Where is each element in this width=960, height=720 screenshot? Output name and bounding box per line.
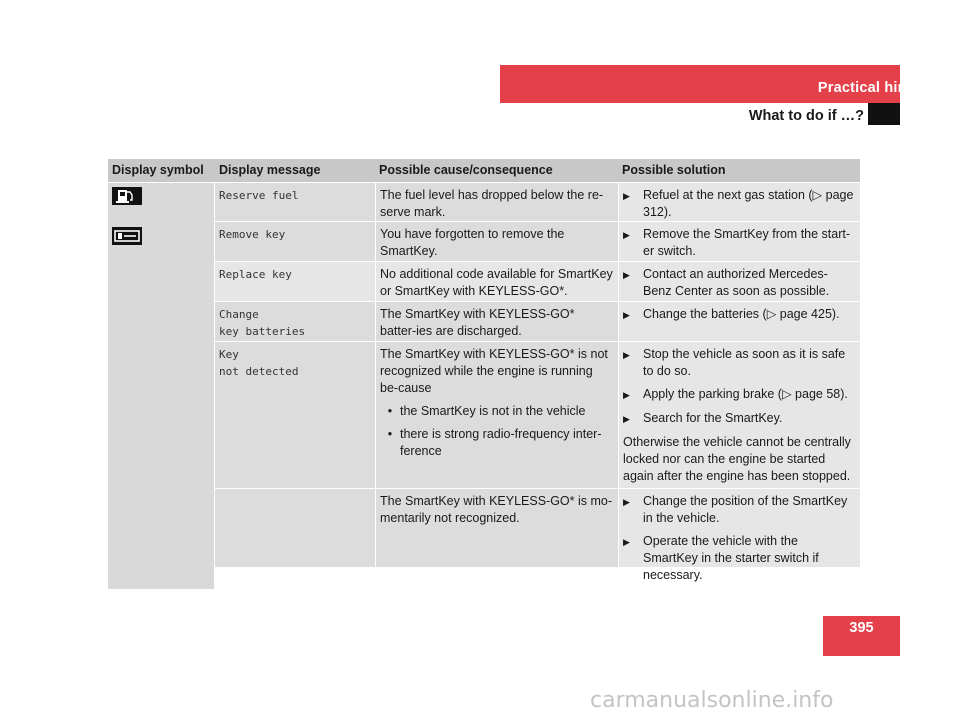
header-possible-solution: Possible solution bbox=[622, 163, 726, 177]
solution-note: Otherwise the vehicle cannot be centrally locked nor can the engine be started again after the engine has been stopped. bbox=[623, 435, 851, 483]
table-body bbox=[108, 183, 860, 589]
message-cell: Reserve fuel bbox=[215, 183, 375, 221]
symbol-column bbox=[108, 183, 214, 589]
message-cell: Replace key bbox=[215, 262, 375, 301]
section-title: Practical hints bbox=[817, 80, 920, 96]
solution-step: ▶ Change the position of the SmartKey in the vehicle. bbox=[623, 494, 848, 525]
fuel-pump-icon bbox=[112, 187, 142, 205]
arrow-bullet-icon: ▶ bbox=[623, 497, 630, 507]
solution-step: ▶ Operate the vehicle with the SmartKey in the starter switch if necessary. bbox=[623, 534, 819, 582]
solution-step: ▶ Refuel at the next gas station (▷ page 312). bbox=[623, 188, 854, 219]
solution-step: ▶ Search for the SmartKey. bbox=[623, 410, 856, 428]
arrow-bullet-icon: ▶ bbox=[623, 537, 630, 547]
message-table bbox=[108, 159, 860, 589]
solution-cell bbox=[619, 302, 860, 341]
message-cell: Key not detected bbox=[215, 342, 375, 488]
cause-bullet: • there is strong radio-frequency inter-ference bbox=[380, 426, 614, 460]
cause-cell: The fuel level has dropped below the re-serve mark. bbox=[376, 183, 618, 221]
header-display-symbol: Display symbol bbox=[112, 163, 204, 177]
page-number: 395 bbox=[849, 620, 874, 636]
arrow-bullet-icon: ▶ bbox=[623, 350, 630, 360]
solution-step: ▶ Stop the vehicle as soon as it is safe to do so. bbox=[623, 347, 846, 378]
arrow-bullet-icon: ▶ bbox=[623, 191, 630, 201]
table-rows bbox=[215, 183, 860, 589]
watermark: carmanualsonline.info bbox=[590, 688, 834, 713]
solution-step: ▶ Apply the parking brake (▷ page 58). bbox=[623, 386, 856, 404]
table-row bbox=[215, 489, 860, 582]
message-cell: Change key batteries bbox=[215, 302, 375, 341]
table-row bbox=[215, 342, 860, 488]
subsection-title: What to do if …? bbox=[748, 108, 864, 124]
header-tab-marker bbox=[868, 103, 900, 125]
solution-cell bbox=[619, 222, 860, 261]
message-cell bbox=[215, 489, 375, 567]
solution-step: ▶ Remove the SmartKey from the start-er switch. bbox=[623, 227, 851, 258]
solution-cell bbox=[619, 183, 860, 221]
table-row bbox=[215, 183, 860, 221]
solution-step: ▶ Contact an authorized Mercedes-Benz Center as soon as possible. bbox=[623, 267, 830, 298]
smartkey-icon bbox=[112, 227, 142, 245]
cause-cell: The SmartKey with KEYLESS-GO* is not recognized while the engine is running be-cause • the SmartKey is not in the vehicle • there is strong radio-frequency inter-ference bbox=[376, 342, 618, 488]
arrow-bullet-icon: ▶ bbox=[623, 310, 630, 320]
arrow-bullet-icon: ▶ bbox=[623, 390, 630, 400]
solution-cell bbox=[619, 342, 860, 488]
header-display-message: Display message bbox=[219, 163, 321, 177]
table-row bbox=[215, 262, 860, 301]
arrow-bullet-icon: ▶ bbox=[623, 414, 630, 424]
arrow-bullet-icon: ▶ bbox=[623, 270, 630, 280]
solution-cell bbox=[619, 262, 860, 301]
dot-bullet-icon: • bbox=[387, 404, 393, 418]
cause-cell: The SmartKey with KEYLESS-GO* batter-ies are discharged. bbox=[376, 302, 618, 341]
cause-cell: No additional code available for SmartKey or SmartKey with KEYLESS-GO*. bbox=[376, 262, 618, 301]
dot-bullet-icon: • bbox=[387, 427, 393, 441]
arrow-bullet-icon: ▶ bbox=[623, 230, 630, 240]
solution-cell bbox=[619, 489, 860, 582]
cause-cell: You have forgotten to remove the SmartKey. bbox=[376, 222, 618, 261]
solution-step: ▶ Change the batteries (▷ page 425). bbox=[623, 306, 856, 324]
cause-cell: The SmartKey with KEYLESS-GO* is mo-mentarily not recognized. bbox=[376, 489, 618, 567]
table-header bbox=[108, 159, 860, 182]
table-row bbox=[215, 222, 860, 261]
cause-bullet: • the SmartKey is not in the vehicle bbox=[380, 403, 614, 420]
header-possible-cause: Possible cause/consequence bbox=[379, 163, 553, 177]
message-cell: Remove key bbox=[215, 222, 375, 261]
table-row bbox=[215, 302, 860, 341]
